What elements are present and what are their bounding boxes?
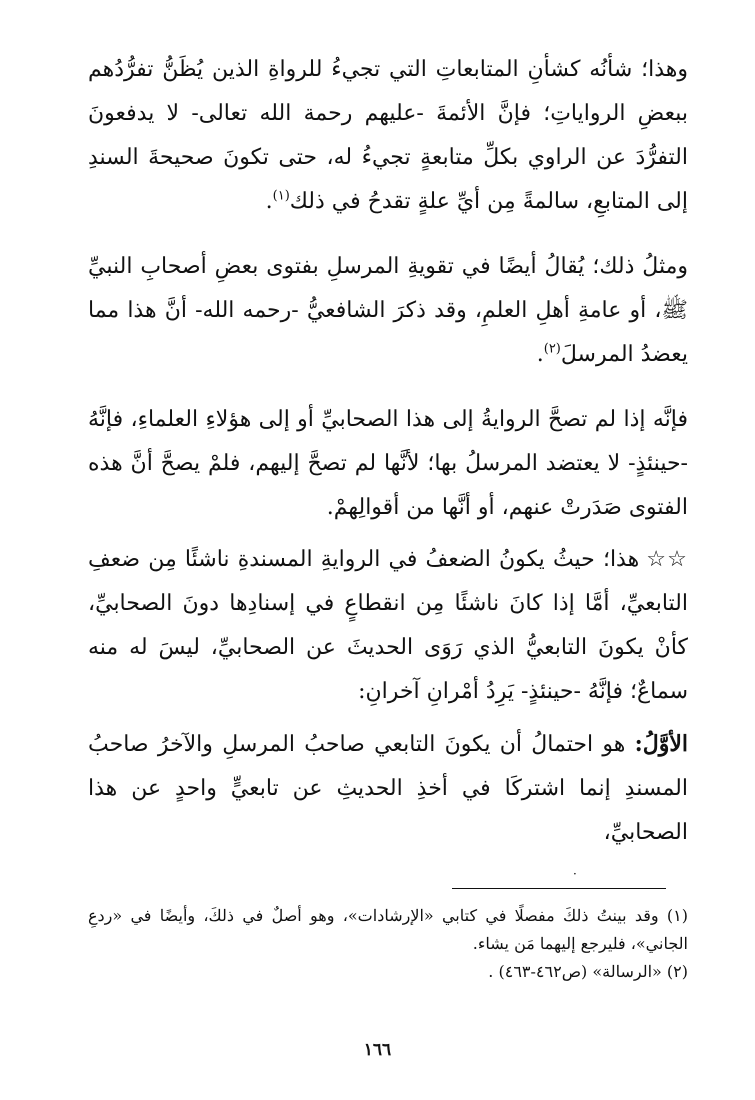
footnote-rule-mark: · xyxy=(573,867,577,881)
stars-icon: ☆☆ xyxy=(646,547,688,572)
page-number: ١٦٦ xyxy=(363,1040,392,1060)
paragraph-text: هو احتمالُ أن يكونَ التابعي صاحبُ المرسلِ والآخرُ صاحبُ المسندِ إنما اشتركَا في أخذِ الحديثِ عن تابعيٍّ واحدٍ عن هذا الصحابيِّ، xyxy=(88,732,688,845)
section-term: الأوَّلُ: xyxy=(634,731,688,757)
paragraph-text: وهذا؛ شأنُه كشأنِ المتابعاتِ التي تجيءُ للرواةِ الذين يُظَنُّ تفرُّدُهم ببعضِ الرواياتِ؛ فإنَّ الأئمةَ -عليهم رحمة الله تعالى- لا يدفعونَ التفرُّدَ عن الراوي بكلِّ متابعةٍ تجيءُ له، حتى تكونَ صحيحةَ السندِ إلى المتابعِ، سالمةً مِن أيِّ علةٍ تقدحُ في ذلك xyxy=(88,57,688,214)
paragraph-text: فإنَّه إذا لم تصحَّ الروايةُ إلى هذا الصحابيِّ أو إلى هؤلاءِ العلماءِ، فإنَّهُ -حينئذٍ- لا يعتضد المرسلُ بها؛ لأنَّها لم تصحَّ إليهم، فلمْ يصحَّ أنَّ هذه الفتوى صَدَرتْ عنهم، أو أنَّها من أقوالِهمْ. xyxy=(88,407,688,520)
footnote-reference[interactable]: (٢) xyxy=(543,341,561,357)
paragraph-text: ومثلُ ذلك؛ يُقالُ أيضًا في تقويةِ المرسلِ بفتوى بعضِ أصحابِ النبيِّ ﷺ، أو عامةِ أهلِ العلمِ، وقد ذكرَ الشافعيُّ -رحمه الله- أنَّ هذا مما يعضدُ المرسلَ xyxy=(88,254,688,367)
paragraph xyxy=(88,722,688,855)
paragraph xyxy=(88,245,688,377)
sentence-end: . xyxy=(265,189,273,214)
footnotes xyxy=(88,902,688,986)
paragraph xyxy=(88,538,688,714)
footnote: (١) وقد بينتُ ذلكَ مفصلًا في كتابي «الإرشادات»، وهو أصلٌ في ذلكَ، وأيضًا في «ردعِ الجاني»، فليرجع إليهما مَن يشاء. xyxy=(88,906,688,953)
footnote-reference[interactable]: (١) xyxy=(272,188,290,204)
footnote: (٢) «الرسالة» (ص٤٦٢-٤٦٣) . xyxy=(488,962,688,981)
paragraph-text: هذا؛ حيثُ يكونُ الضعفُ في الروايةِ المسندةِ ناشئًا مِن ضعفِ التابعيِّ، أمَّا إذا كانَ ناشئًا مِن انقطاعٍ في إسنادِها دونَ الصحابيِّ، كأنْ يكونَ التابعيُّ الذي رَوَى الحديثَ عن الصحابيِّ، ليسَ له منه سماعٌ؛ فإنَّهُ -حينئذٍ- يَرِدُ أمْرانِ آخرانِ: xyxy=(88,547,688,704)
sentence-end: . xyxy=(536,342,544,367)
paragraph xyxy=(88,48,688,224)
footnote-divider xyxy=(452,888,666,889)
paragraph xyxy=(88,398,688,530)
page-body xyxy=(88,48,688,855)
